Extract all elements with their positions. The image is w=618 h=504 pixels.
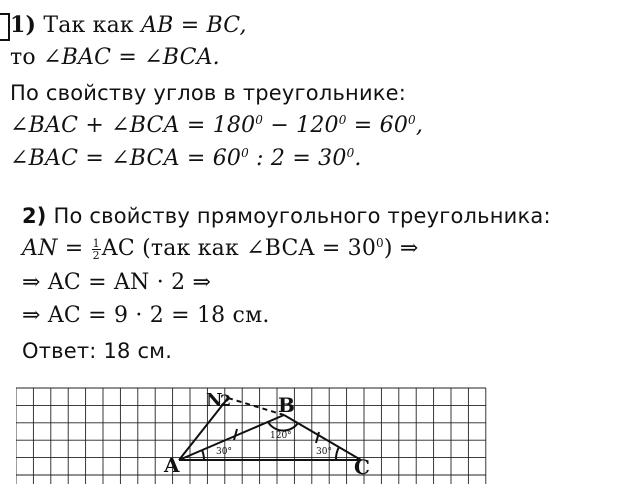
label-C: C [354, 455, 370, 479]
s1-line4-exp2: 0 [338, 113, 347, 127]
label-A: A [164, 453, 180, 477]
label-N: N [206, 390, 223, 411]
s1-line4-tail: , [415, 113, 424, 138]
s1-line2-math: ∠BAC = ∠BCA. [43, 45, 220, 70]
label-N-num: 2 [220, 391, 232, 410]
s1-line4-exp3: 0 [408, 113, 416, 127]
s1-line5-exp2: 0 [346, 146, 355, 160]
s1-line-3: По свойству углов в треугольнике: [10, 81, 407, 105]
s1-line4-a: ∠BAC + ∠BCA = 180 [10, 113, 256, 138]
angle-label-B: 120° [270, 431, 292, 441]
s1-line-4 [10, 113, 423, 139]
s2-answer: Ответ: 18 см. [22, 339, 173, 363]
s1-line1-text: Так как [36, 13, 142, 38]
s1-line5-a: ∠BAC = ∠BCA = 60 [10, 146, 242, 171]
s1-line5-b: : 2 = 30 [248, 146, 347, 171]
s2-line-4: ⇒ AC = 9 · 2 = 18 см. [22, 303, 270, 328]
s2-line2-b: AC (так как ∠BCA = 30 [101, 236, 377, 261]
s2-line2-exp: 0 [376, 236, 384, 250]
label-B: B [278, 393, 295, 417]
s2-line2-c: ) ⇒ [383, 236, 419, 261]
angle-label-A: 30° [216, 447, 232, 457]
s1-line4-exp1: 0 [255, 113, 264, 127]
triangle-figure [16, 384, 516, 488]
s1-line2-prefix: то [10, 45, 44, 70]
s1-line-2 [10, 45, 220, 71]
s1-line5-tail: . [354, 146, 362, 171]
angle-arc-B [268, 422, 298, 431]
s2-frac-den: 2 [92, 248, 100, 262]
s1-number: 1) [10, 12, 37, 38]
s2-line-2 [22, 236, 419, 262]
s1-line1-math: AB = BC, [141, 13, 247, 38]
s2-line-1 [22, 203, 551, 229]
s1-line-1 [10, 12, 247, 39]
angle-arc-A [202, 450, 204, 460]
s2-fraction [92, 238, 101, 261]
problem-number-box [0, 13, 10, 41]
s1-line4-b: − 120 [263, 113, 339, 138]
angle-label-C: 30° [316, 447, 332, 457]
s2-frac-num: 1 [92, 236, 100, 250]
grid [16, 388, 486, 484]
s1-line4-c: = 60 [346, 113, 409, 138]
s2-line1-text: По свойству прямоугольного треугольника: [46, 204, 551, 228]
s1-line-5 [10, 146, 362, 172]
s1-line5-exp1: 0 [241, 146, 249, 160]
dashed-NB [228, 398, 284, 415]
s2-number: 2) [22, 204, 47, 228]
s2-line-3: ⇒ AC = AN · 2 ⇒ [22, 270, 212, 295]
s2-line2-a: AN = [22, 236, 91, 261]
